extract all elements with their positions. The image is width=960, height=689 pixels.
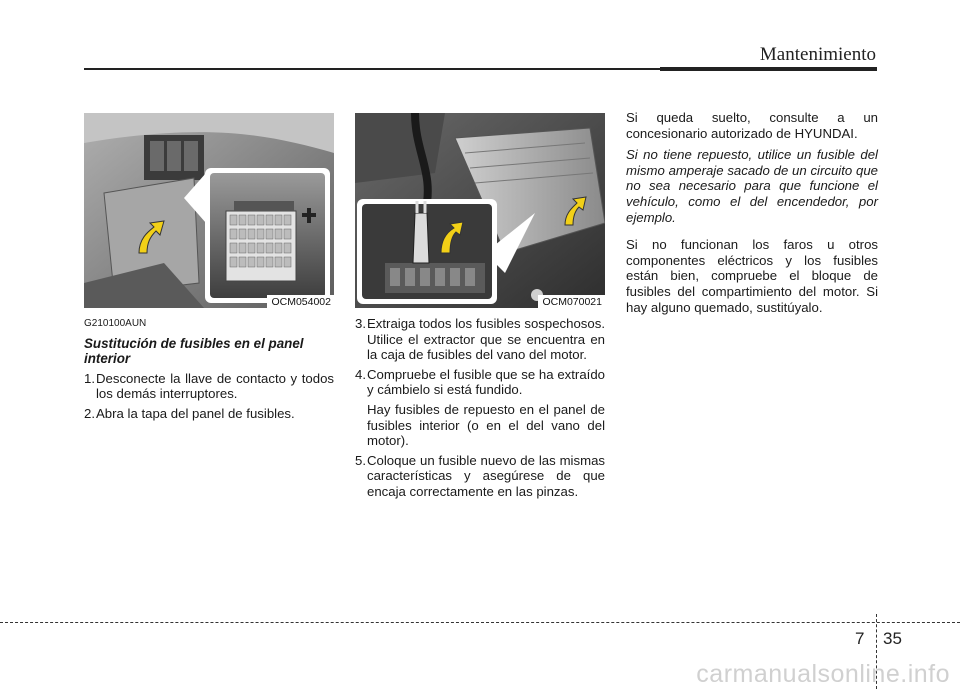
paragraph: Si no funcionan los faros u otros componentes eléctricos y los fusibles están bien, compruebe el bloque de fusibles del compartimiento del motor. Si hay alguno quemado, sustitúyalo. xyxy=(626,237,878,315)
photo-code-label: OCM070021 xyxy=(538,295,605,308)
step-item xyxy=(355,367,605,398)
step-number: 5. xyxy=(355,452,366,468)
step-number: 3. xyxy=(355,316,366,331)
fuse-panel-illustration xyxy=(84,113,334,308)
photo-engine-fuse-box xyxy=(355,113,605,308)
step-item xyxy=(84,371,334,402)
step-item xyxy=(355,453,605,500)
column-1 xyxy=(84,316,334,425)
step-text: Extraiga todos los fusibles sospechosos. Utilice el extractor que se encuentra en la caja de fusibles del vano del motor. xyxy=(367,316,605,363)
page-number: 35 xyxy=(883,629,902,648)
step-number: 2. xyxy=(84,405,95,421)
watermark: carmanualsonline.info xyxy=(696,660,950,688)
photo-code-label: OCM054002 xyxy=(267,295,334,308)
column-2 xyxy=(355,316,605,504)
photo-interior-fuse-panel xyxy=(84,113,334,308)
step-text: Desconecte la llave de contacto y todos los demás interruptores. xyxy=(96,370,334,402)
step-text: Compruebe el fusible que se ha extraído y cámbielo si está fundido. xyxy=(367,366,605,398)
step-item xyxy=(84,406,334,422)
column-3 xyxy=(626,110,878,327)
chapter-number: 7 xyxy=(855,629,865,648)
header-rule-accent xyxy=(660,67,877,71)
step-note: Hay fusibles de repuesto en el panel de fusibles interior (o en el del vano del motor). xyxy=(367,401,605,449)
step-item xyxy=(355,316,605,363)
step-text: Abra la tapa del panel de fusibles. xyxy=(96,405,295,421)
engine-fuse-box-illustration xyxy=(355,113,605,308)
step-number: 1. xyxy=(84,370,95,386)
step-number: 4. xyxy=(355,366,366,382)
footer-rule xyxy=(0,622,960,623)
paragraph: Si queda suelto, consulte a un concesionario autorizado de HYUNDAI. xyxy=(626,110,878,141)
step-text: Coloque un fusible nuevo de las mismas características y asegúrese de que encaja correctamente en las pinzas. xyxy=(367,452,605,499)
italic-paragraph: Si no tiene repuesto, utilice un fusible del mismo amperaje sacado de un circuito que no sea necesario para que funcione el vehículo, como el del encendedor, por ejemplo. xyxy=(626,147,878,225)
section-subheading: Sustitución de fusibles en el panel interior xyxy=(84,335,304,366)
header-title: Mantenimiento xyxy=(759,44,876,65)
section-code: G210100AUN xyxy=(84,318,147,329)
